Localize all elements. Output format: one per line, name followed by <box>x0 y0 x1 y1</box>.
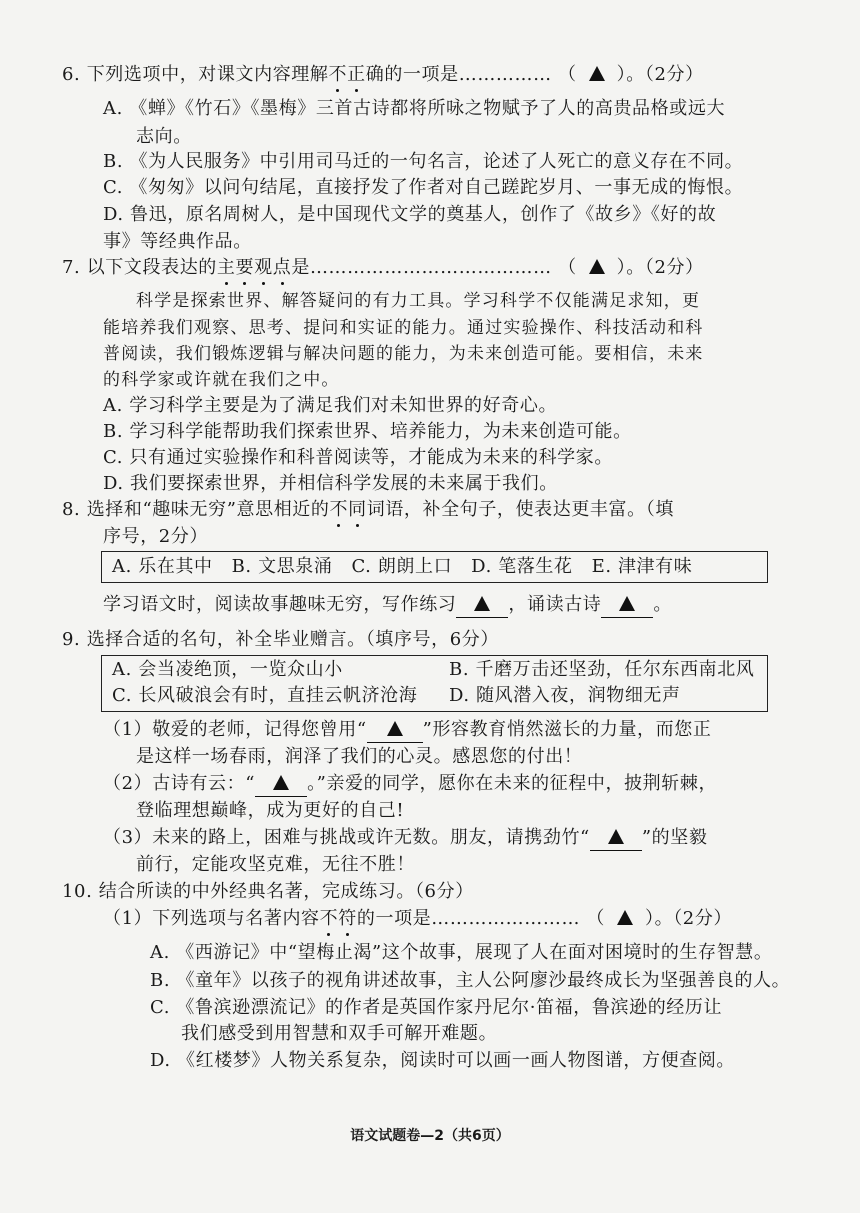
q7-stem: 7. 以下文段表达的主要观点是………………………………… （ ）。（2分） <box>62 257 704 278</box>
q8-stem-cont: 序号，2分） <box>103 526 209 547</box>
q6-option-c: C. 《匆匆》以问句结尾，直接抒发了作者对自己蹉跎岁月、一事无成的悔恨。 <box>103 177 744 198</box>
q9-part2-cont: 登临理想巅峰，成为更好的自己! <box>136 800 405 821</box>
answer-triangle-icon <box>589 259 605 274</box>
q9-part3: （3）未来的路上，困难与挑战或许无数。朋友，请携劲竹“ ”的坚毅 <box>103 826 707 851</box>
emphasis-char: 同 <box>348 499 367 520</box>
answer-blank[interactable] <box>601 593 653 618</box>
emphasis-char: 不 <box>329 499 349 520</box>
emphasis-char: 正 <box>347 64 366 85</box>
emphasis-char: 要 <box>235 257 255 278</box>
q10-stem: 10. 结合所读的中外经典名著，完成练习。（6分） <box>62 881 474 902</box>
q9-stem: 9. 选择合适的名句，补全毕业赠言。（填序号，6分） <box>62 629 499 650</box>
q7-option-d: D. 我们要探索世界，并相信科学发展的未来属于我们。 <box>103 473 558 494</box>
answer-blank[interactable] <box>456 593 508 618</box>
q7-passage-line: 科学是探索世界、解答疑问的有力工具。学习科学不仅能满足求知，更 <box>136 291 701 311</box>
q8-sentence: 学习语文时，阅读故事趣味无穷，写作练习 ，诵读古诗 。 <box>103 593 672 618</box>
q6-option-d: D. 鲁迅，原名周树人，是中国现代文学的奠基人，创作了《故乡》《好的故 <box>103 204 717 225</box>
q9-choice-c: C. 长风破浪会有时，直挂云帆济沧海 <box>112 685 418 706</box>
q8-choices: A. 乐在其中 B. 文思泉涌 C. 朗朗上口 D. 笔落生花 E. 津津有味 <box>112 556 693 577</box>
answer-triangle-icon <box>474 596 490 611</box>
q9-part1-cont: 是这样一场春雨，润泽了我们的心灵。感恩您的付出！ <box>136 746 583 767</box>
q10-sub1-stem: （1）下列选项与名著内容不符的一项是…………………… （ ）。（2分） <box>103 908 733 929</box>
q10-option-d: D. 《红楼梦》人物关系复杂，阅读时可以画一画人物图谱，方便查阅。 <box>150 1050 736 1071</box>
answer-triangle-icon <box>273 775 289 790</box>
emphasis-char: 主 <box>216 257 236 278</box>
q7-option-b: B. 学习科学能帮助我们探索世界、培养能力，为未来创造可能。 <box>103 421 632 442</box>
emphasis-char: 观 <box>254 257 273 278</box>
answer-triangle-icon <box>589 66 605 81</box>
q9-part2: （2）古诗有云：“ 。”亲爱的同学，愿你在未来的征程中，披荆斩棘， <box>103 772 717 797</box>
q9-choice-d: D. 随风潜入夜，润物细无声 <box>449 685 681 706</box>
emphasis-char: 点 <box>272 257 292 278</box>
page-footer: 语文试题卷—2（共6页） <box>350 1128 510 1144</box>
q9-choice-a: A. 会当凌绝顶，一览众山小 <box>112 659 343 680</box>
q10-option-c: C. 《鲁滨逊漂流记》的作者是英国作家丹尼尔·笛福，鲁滨逊的经历让 <box>150 997 723 1018</box>
answer-triangle-icon <box>608 829 624 844</box>
q8-stem: 8. 选择和“趣味无穷”意思相近的不同词语，补全句子，使表达更丰富。（填 <box>62 499 674 520</box>
q10-option-c-cont: 我们感受到用智慧和双手可解开难题。 <box>181 1023 498 1044</box>
q9-part1: （1）敬爱的老师，记得您曾用“ ”形容教育悄然滋长的力量，而您正 <box>103 718 711 743</box>
answer-blank[interactable] <box>367 718 423 743</box>
q6-option-b: B. 《为人民服务》中引用司马迁的一句名言，论述了人死亡的意义存在不同。 <box>103 151 744 172</box>
q7-passage-line: 的科学家或许就在我们之中。 <box>103 370 340 390</box>
answer-triangle-icon <box>387 721 403 736</box>
q7-option-a: A. 学习科学主要是为了满足我们对未知世界的好奇心。 <box>103 395 558 416</box>
answer-triangle-icon <box>617 910 633 925</box>
q6-option-a: A. 《蝉》《竹石》《墨梅》三首古诗都将所咏之物赋予了人的高贵品格或远大 <box>103 98 726 119</box>
q9-choice-b: B. 千磨万击还坚劲，任尔东西南北风 <box>449 659 755 680</box>
emphasis-char: 不 <box>328 64 348 85</box>
answer-triangle-icon <box>619 596 635 611</box>
q7-option-c: C. 只有通过实验操作和科普阅读等，才能成为未来的科学家。 <box>103 447 613 468</box>
q10-option-a: A. 《西游记》中“望梅止渴”这个故事，展现了人在面对困境时的生存智慧。 <box>150 942 773 963</box>
q9-part3-cont: 前行，定能攻坚克难，无往不胜！ <box>136 854 415 875</box>
answer-blank[interactable] <box>590 826 642 851</box>
q6-stem: 6. 下列选项中，对课文内容理解不正确的一项是…………… （ ）。（2分） <box>62 64 704 85</box>
q6-option-d-cont: 事》等经典作品。 <box>103 231 252 252</box>
q7-passage-line: 普阅读，我们锻炼逻辑与解决问题的能力，为未来创造可能。要相信，未来 <box>103 344 704 364</box>
emphasis-char: 符 <box>338 908 357 929</box>
q6-option-a-cont: 志向。 <box>136 126 192 147</box>
emphasis-char: 不 <box>319 908 339 929</box>
answer-blank[interactable] <box>255 772 307 797</box>
q10-option-b: B. 《童年》以孩子的视角讲述故事，主人公阿廖沙最终成长为坚强善良的人。 <box>150 970 791 991</box>
q7-passage-line: 能培养我们观察、思考、提问和实证的能力。通过实验操作、科技活动和科 <box>103 318 704 338</box>
